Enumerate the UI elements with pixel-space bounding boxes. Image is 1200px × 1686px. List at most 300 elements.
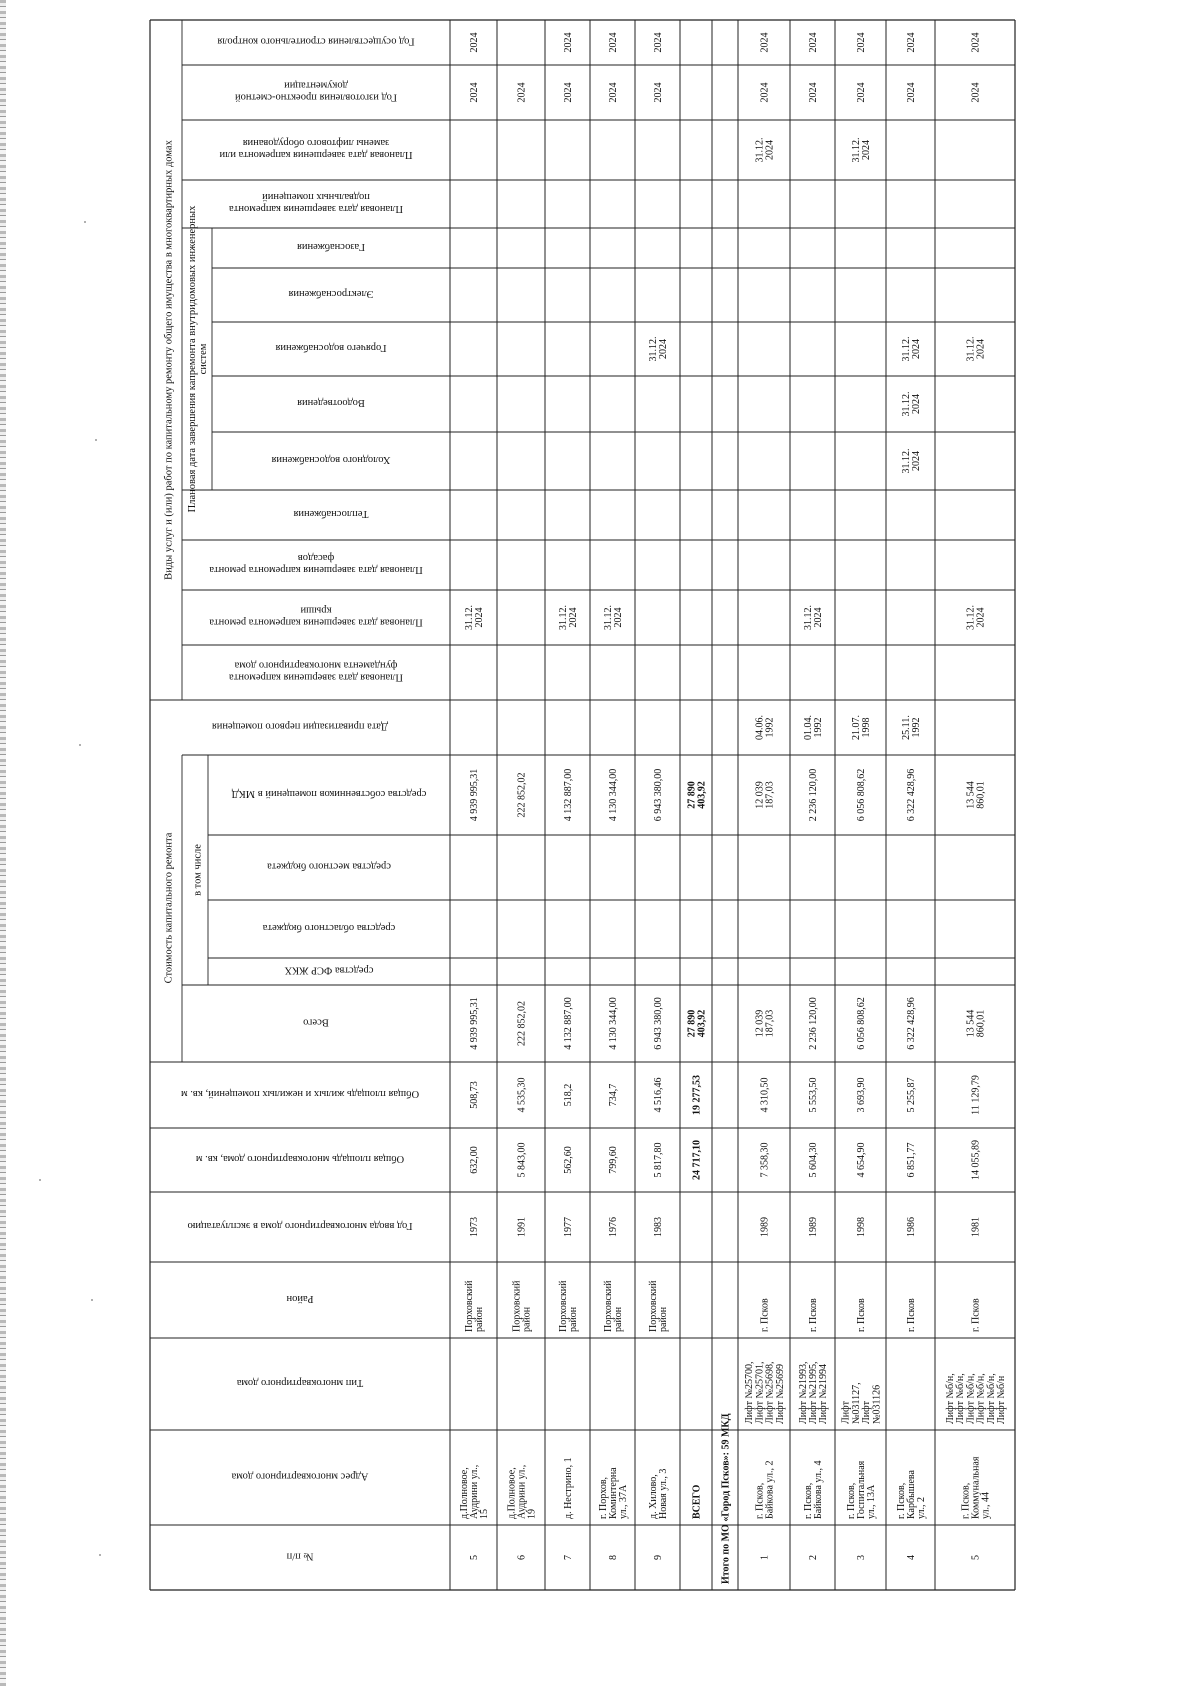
row2-1-premises-text	[808, 1078, 819, 1113]
row2-1-address-line: г. Псков,	[802, 1482, 814, 1519]
row-0-roof	[464, 605, 485, 630]
row2-1-area	[808, 1143, 819, 1178]
total-premises	[692, 1075, 703, 1115]
header-premises-text	[181, 1088, 419, 1099]
header-privat	[212, 721, 388, 732]
row-0-premises	[469, 1081, 480, 1109]
scan-speck	[84, 221, 86, 223]
header-total	[303, 1017, 329, 1028]
row2-3-design-text	[906, 83, 917, 103]
row-3-total-text	[608, 997, 619, 1050]
row-4-year	[653, 1217, 664, 1237]
row2-0-num-text	[760, 1555, 771, 1560]
row-0-owners-text	[469, 769, 480, 822]
row-3-num	[608, 1555, 619, 1560]
header-address	[231, 1471, 368, 1482]
row-0-year-text	[469, 1217, 480, 1237]
total-total	[686, 1010, 707, 1038]
row2-0-district	[760, 1298, 771, 1332]
row2-2-owners-line: 6 056 808,62	[856, 768, 867, 822]
header-power	[288, 288, 373, 299]
total-area-text	[692, 1140, 703, 1180]
row-3-design-text	[608, 83, 619, 103]
header-owners-line: средства собственников помещений в МКД	[231, 788, 427, 799]
row2-4-roof-text	[965, 605, 986, 630]
scan-speck	[39, 1179, 41, 1181]
row-4-control-line: 2024	[653, 32, 664, 53]
header-facade-text	[209, 552, 423, 575]
row2-4-design-line: 2024	[970, 82, 982, 103]
header-fund-line: средства ФСР ЖКХ	[284, 964, 374, 976]
row2-1-design	[808, 83, 819, 103]
header-elevator-text	[219, 137, 412, 160]
header-basement-line: подвальных помещений	[262, 191, 370, 202]
row2-3-owners	[906, 769, 917, 822]
row2-3-privat-text	[901, 715, 922, 740]
row2-0-type-line: Лифт №25698,	[764, 1361, 776, 1424]
header-facade-line: Плановая дата завершения капремонта ремонта	[209, 564, 423, 575]
row-4-total	[653, 997, 664, 1050]
row2-4-owners-text	[965, 781, 986, 809]
systems-group-header-text	[187, 205, 209, 512]
row2-2-elevator-text	[851, 138, 872, 163]
row2-3-district	[906, 1298, 917, 1332]
row-3-address-line: ул., 37А	[618, 1484, 630, 1519]
row-2-district-line: Порховский	[557, 1280, 569, 1332]
row2-3-privat-line: 25.11.	[900, 715, 912, 740]
row2-4-num	[971, 1555, 982, 1560]
row-0-num	[469, 1555, 480, 1560]
row2-2-premises-text	[856, 1078, 867, 1113]
row-1-owners	[517, 773, 528, 818]
row2-3-area-text	[906, 1143, 917, 1178]
row-2-address-text	[563, 1457, 574, 1519]
row-3-roof-line: 2024	[613, 607, 625, 628]
row2-1-type-line: Лифт №21994	[818, 1363, 830, 1424]
header-regional	[262, 922, 395, 933]
row-2-control-line: 2024	[563, 32, 574, 53]
row-2-roof	[558, 605, 579, 630]
row2-1-district-text	[808, 1298, 819, 1332]
row2-4-control-line: 2024	[970, 32, 982, 53]
row2-4-district	[971, 1298, 982, 1332]
row2-1-type-line: Лифт №21995,	[808, 1361, 819, 1424]
section-title-text: Итого по МО «Город Псков»: 59 МКД	[720, 1413, 732, 1584]
row2-0-privat-text	[754, 715, 775, 740]
row2-4-year-line: 1981	[970, 1217, 982, 1237]
row-1-area	[517, 1143, 528, 1178]
systems-group-header-line: систем	[198, 343, 209, 375]
row2-2-address-line: Госпитальная	[856, 1460, 867, 1519]
row-2-year-line: 1977	[563, 1217, 574, 1237]
header-type-line: Тип многоквартирного дома	[236, 1377, 364, 1388]
row2-4-premises-text	[971, 1075, 982, 1115]
header-hot	[275, 342, 386, 353]
works-group-header-text	[164, 139, 175, 579]
row-0-total-line: 4 939 995,31	[469, 997, 480, 1050]
row-0-owners-line: 4 939 995,31	[469, 768, 480, 822]
row2-1-type-line: Лифт №21993,	[797, 1361, 809, 1424]
row-0-district-line: Порховский	[463, 1280, 475, 1332]
row2-4-type-line: Лифт №б/н,	[975, 1373, 987, 1424]
row2-1-privat-line: 1992	[813, 717, 825, 738]
row-3-address	[598, 1467, 629, 1519]
row-4-address-text	[648, 1469, 669, 1519]
row2-3-premises-text	[906, 1078, 917, 1113]
row-1-premises	[517, 1078, 528, 1113]
row2-3-sewer	[901, 392, 922, 417]
header-sewer-line: Водоотведения	[297, 397, 365, 408]
row2-0-year	[760, 1217, 771, 1237]
row-2-district-text	[558, 1280, 579, 1332]
row-0-roof-line: 2024	[474, 607, 486, 628]
row-2-design-text	[563, 83, 574, 103]
row-0-total-text	[469, 997, 480, 1050]
row2-1-num-text	[808, 1555, 819, 1560]
row2-0-year-line: 1989	[759, 1217, 771, 1237]
row2-3-area-line: 6 851,77	[906, 1142, 917, 1178]
row2-2-address-line: ул., 13А	[866, 1484, 878, 1519]
row-1-area-text	[517, 1143, 528, 1178]
row-3-roof	[603, 605, 624, 630]
row2-1-area-line: 5 604,30	[808, 1142, 819, 1178]
row-1-total-line: 222 852,02	[516, 1001, 528, 1046]
header-hot-text	[275, 342, 386, 353]
row2-4-type-line: Лифт №б/н,	[955, 1373, 967, 1424]
header-sewer	[297, 397, 365, 408]
row-3-num-line: 8	[608, 1555, 619, 1560]
row-4-control	[653, 33, 664, 53]
row2-3-sewer-text	[901, 392, 922, 417]
row-3-design	[608, 83, 619, 103]
scan-speck	[91, 1299, 93, 1301]
row-4-area-line: 5 817,80	[653, 1142, 664, 1178]
row2-0-type-text	[744, 1361, 786, 1424]
row2-3-control-line: 2024	[906, 32, 917, 53]
row-0-address-line: д.Полновое,	[458, 1467, 470, 1519]
header-design	[235, 80, 397, 103]
row-4-district-text	[648, 1280, 669, 1332]
row2-1-roof	[803, 605, 824, 630]
header-roof	[209, 605, 423, 628]
row2-0-district-line: г. Псков	[759, 1298, 771, 1332]
row-2-roof-line: 31.12.	[557, 605, 569, 630]
row-4-premises-text	[653, 1078, 664, 1113]
row-4-hot-line: 2024	[658, 339, 670, 359]
total-owners	[686, 781, 707, 809]
row-0-control	[469, 33, 480, 53]
row2-3-total-text	[906, 997, 917, 1050]
header-elevator	[219, 137, 412, 160]
works-group-header	[164, 139, 175, 579]
row2-0-area-line: 7 358,30	[759, 1142, 771, 1178]
row-3-total-line: 4 130 344,00	[608, 997, 619, 1050]
row-1-address-text	[506, 1465, 537, 1519]
row2-3-district-text	[906, 1298, 917, 1332]
header-local-text	[267, 861, 391, 872]
row2-1-district-line: г. Псков	[808, 1298, 819, 1332]
row-4-area	[653, 1143, 664, 1178]
row2-0-type	[744, 1361, 786, 1424]
header-design-line: Год изготовления проектно-сметной	[235, 91, 397, 103]
row-0-address-line: Аудрини ул.,	[469, 1464, 480, 1519]
row-4-district-line: район	[658, 1306, 670, 1332]
row2-1-num-line: 2	[808, 1555, 819, 1560]
row-1-address-line: д.Полновое,	[506, 1467, 518, 1519]
header-foundation-line: Плановая дата завершения капремонта	[229, 671, 403, 683]
row2-2-owners-text	[856, 769, 867, 822]
row-1-total-text	[517, 1001, 528, 1046]
row2-2-privat-line: 21.07.	[850, 715, 862, 740]
row2-0-num	[760, 1555, 771, 1560]
row2-1-roof-text	[803, 605, 824, 630]
row2-4-control-text	[971, 33, 982, 53]
row-4-address-line: Новая ул., 3	[658, 1468, 670, 1519]
row2-2-area-line: 4 654,90	[856, 1142, 867, 1178]
row2-3-year-line: 1986	[906, 1217, 917, 1237]
header-gas-text	[297, 241, 365, 252]
header-total-line: Всего	[303, 1016, 329, 1028]
total-owners-text	[686, 781, 707, 809]
row-2-total	[563, 997, 574, 1050]
row2-3-design	[906, 83, 917, 103]
row-4-num	[653, 1555, 664, 1560]
header-district-text	[286, 1293, 313, 1304]
header-fund	[284, 965, 373, 976]
row2-4-owners-line: 13 544	[965, 781, 977, 809]
row2-4-area	[971, 1140, 982, 1180]
row2-1-privat	[803, 715, 824, 740]
row-3-owners-line: 4 130 344,00	[608, 768, 619, 822]
row2-0-elevator-text	[754, 138, 775, 163]
header-district	[286, 1293, 313, 1304]
row2-3-hot-line: 2024	[911, 339, 923, 359]
row-0-num-line: 5	[469, 1555, 480, 1560]
row-2-area-line: 562,60	[563, 1146, 574, 1174]
row-1-address-line: 19	[526, 1509, 538, 1519]
header-control-line: Год осуществления строительного контроля	[217, 35, 415, 47]
row2-2-premises-line: 3 693,90	[856, 1077, 867, 1113]
cost-group-header	[164, 832, 175, 983]
row-4-year-text	[653, 1217, 664, 1237]
header-design-line: документации	[284, 79, 348, 91]
row-0-year	[469, 1217, 480, 1237]
row2-1-total-line: 2 236 120,00	[808, 997, 819, 1050]
row-3-control-text	[608, 33, 619, 53]
row2-2-address-line: г. Псков,	[845, 1482, 857, 1519]
total-owners-line: 27 890	[686, 781, 698, 809]
row2-4-area-text	[971, 1140, 982, 1180]
row-3-year-line: 1976	[608, 1217, 619, 1237]
row-2-control-text	[563, 33, 574, 53]
row-4-design-text	[653, 83, 664, 103]
row2-3-design-line: 2024	[906, 82, 917, 103]
row2-0-premises-text	[760, 1078, 771, 1113]
header-regional-text	[262, 922, 395, 933]
row2-4-type-line: Лифт №б/н,	[985, 1373, 997, 1424]
row-4-num-text	[653, 1555, 664, 1560]
header-year	[187, 1220, 412, 1231]
row-0-district-line: район	[474, 1306, 486, 1332]
row-3-area	[608, 1146, 619, 1174]
row2-2-design-text	[856, 83, 867, 103]
row2-2-year-line: 1998	[856, 1217, 867, 1237]
row2-4-roof-line: 2024	[975, 607, 987, 628]
row2-0-district-text	[760, 1298, 771, 1332]
row-4-premises-line: 4 516,46	[653, 1077, 664, 1113]
header-area-text	[195, 1153, 404, 1164]
row2-0-area	[760, 1143, 771, 1178]
row2-1-owners-line: 2 236 120,00	[808, 768, 819, 822]
row-3-premises-text	[608, 1084, 619, 1107]
row2-0-premises	[760, 1078, 771, 1113]
row-1-year	[517, 1217, 528, 1237]
row2-1-privat-line: 01.04.	[802, 715, 814, 740]
row-2-year	[563, 1217, 574, 1237]
row-1-num	[517, 1555, 528, 1560]
row2-0-total-line: 187,03	[764, 1009, 776, 1038]
row-3-district-line: район	[613, 1306, 625, 1332]
row2-3-address-text	[896, 1469, 927, 1519]
scan-speck	[99, 1554, 101, 1556]
row2-4-total-text	[965, 1010, 986, 1038]
row2-0-type-line: Лифт №25699	[774, 1363, 786, 1424]
row2-4-roof	[965, 605, 986, 630]
total-owners-line: 403,92	[696, 781, 708, 809]
row2-0-elevator-line: 31.12.	[754, 137, 766, 163]
row-3-area-text	[608, 1146, 619, 1174]
row2-1-design-text	[808, 83, 819, 103]
row-1-district-text	[511, 1280, 532, 1332]
header-foundation-text	[229, 660, 403, 683]
total-premises-text	[692, 1075, 703, 1115]
row-1-num-line: 6	[516, 1555, 528, 1560]
row-3-district-text	[603, 1280, 624, 1332]
row2-1-total	[808, 997, 819, 1050]
header-hot-line: Горячего водоснабжения	[275, 342, 387, 353]
row2-2-district-text	[856, 1298, 867, 1332]
row2-3-address-line: Карбышева	[906, 1470, 917, 1519]
row-4-num-line: 9	[653, 1555, 664, 1560]
row2-3-cold	[901, 449, 922, 474]
row2-4-owners-line: 860,01	[975, 781, 987, 809]
row-1-total	[517, 1001, 528, 1046]
incl-header-text	[193, 844, 204, 896]
row-1-address-line: Аудрини ул.,	[516, 1464, 528, 1519]
row2-0-area-text	[760, 1143, 771, 1178]
header-cold-text	[271, 454, 390, 465]
row-2-design-line: 2024	[563, 82, 574, 103]
row-3-num-text	[608, 1555, 619, 1560]
row2-0-total	[754, 1010, 775, 1038]
row2-3-address-line: ул., 2	[916, 1496, 928, 1519]
row-2-roof-line: 2024	[568, 607, 580, 628]
row-4-total-line: 6 943 380,00	[653, 997, 664, 1050]
row2-3-premises-line: 5 255,87	[906, 1077, 917, 1113]
header-district-line: Район	[286, 1293, 314, 1304]
row-0-num-text	[469, 1555, 480, 1560]
header-control-text	[217, 36, 414, 47]
row-1-district	[511, 1280, 532, 1332]
total-premises-line: 19 277,53	[691, 1075, 703, 1115]
row2-0-premises-line: 4 310,50	[759, 1077, 771, 1113]
row2-2-address-text	[846, 1460, 877, 1519]
row2-3-cold-line: 2024	[911, 451, 923, 471]
header-type-text	[236, 1377, 363, 1388]
row-3-design-line: 2024	[608, 82, 619, 103]
row-3-control-line: 2024	[608, 32, 619, 53]
row2-1-address-text	[803, 1461, 824, 1519]
row2-3-premises	[906, 1078, 917, 1113]
row-2-control	[563, 33, 574, 53]
row-4-design	[653, 83, 664, 103]
row-4-hot	[648, 337, 669, 362]
row-2-owners	[563, 769, 574, 822]
row-3-address-line: Коминтерна	[608, 1467, 619, 1519]
row2-3-district-line: г. Псков	[906, 1298, 917, 1332]
header-privat-line: Дата приватизации первого помещения	[211, 720, 389, 732]
row2-2-num-text	[856, 1555, 867, 1560]
header-premises-line: Общая площадь жилых и нежилых помещений, кв. м	[180, 1088, 420, 1099]
scan-speck	[95, 439, 97, 441]
row-2-premises-text	[563, 1084, 574, 1107]
row2-2-district	[856, 1298, 867, 1332]
row-4-owners-text	[653, 769, 664, 822]
row2-2-total-line: 6 056 808,62	[856, 997, 867, 1050]
row-3-total	[608, 997, 619, 1050]
row2-3-privat	[901, 715, 922, 740]
row2-0-privat-line: 1992	[764, 717, 776, 738]
row-4-owners-line: 6 943 380,00	[653, 768, 664, 822]
row2-1-premises-line: 5 553,50	[808, 1077, 819, 1113]
row2-0-design	[760, 83, 771, 103]
header-elevator-line: Плановая дата завершения капремонта или	[219, 149, 413, 160]
row2-2-control-text	[856, 33, 867, 53]
row-1-design	[517, 83, 528, 103]
row2-4-hot-line: 31.12.	[965, 336, 977, 362]
row-3-year-text	[608, 1217, 619, 1237]
row2-2-num	[856, 1555, 867, 1560]
row-1-district-line: район	[521, 1306, 533, 1332]
header-roof-text	[209, 605, 423, 628]
row2-0-privat-line: 04.06.	[754, 715, 766, 740]
header-control	[217, 36, 414, 47]
header-elevator-line: замены лифтового оборудования	[242, 137, 390, 148]
row-1-owners-text	[517, 773, 528, 818]
incl-header-line: в том числе	[192, 844, 204, 896]
row-2-district	[558, 1280, 579, 1332]
row2-4-type-text	[945, 1373, 1007, 1424]
row-0-area-line: 632,00	[469, 1146, 480, 1174]
row2-0-total-text	[754, 1010, 775, 1038]
header-cold-line: Холодного водоснабжения	[271, 454, 391, 465]
row2-1-num	[808, 1555, 819, 1560]
row-2-district-line: район	[568, 1306, 580, 1332]
row2-0-design-text	[760, 83, 771, 103]
row-3-premises	[608, 1084, 619, 1107]
row2-0-elevator-line: 2024	[764, 140, 776, 160]
row2-0-num-line: 1	[759, 1555, 771, 1560]
row-1-district-line: Порховский	[511, 1280, 523, 1332]
row2-4-year	[971, 1217, 982, 1237]
row2-3-owners-text	[906, 769, 917, 822]
header-year-line: Год ввода многоквартирного дома в эксплуатацию	[187, 1220, 413, 1231]
row-4-address-line: д. Хилово,	[647, 1474, 659, 1519]
row-2-design	[563, 83, 574, 103]
row2-4-address	[960, 1456, 991, 1519]
header-foundation-line: фундамента многоквартирного дома	[234, 659, 398, 671]
header-heat-text	[293, 508, 368, 519]
